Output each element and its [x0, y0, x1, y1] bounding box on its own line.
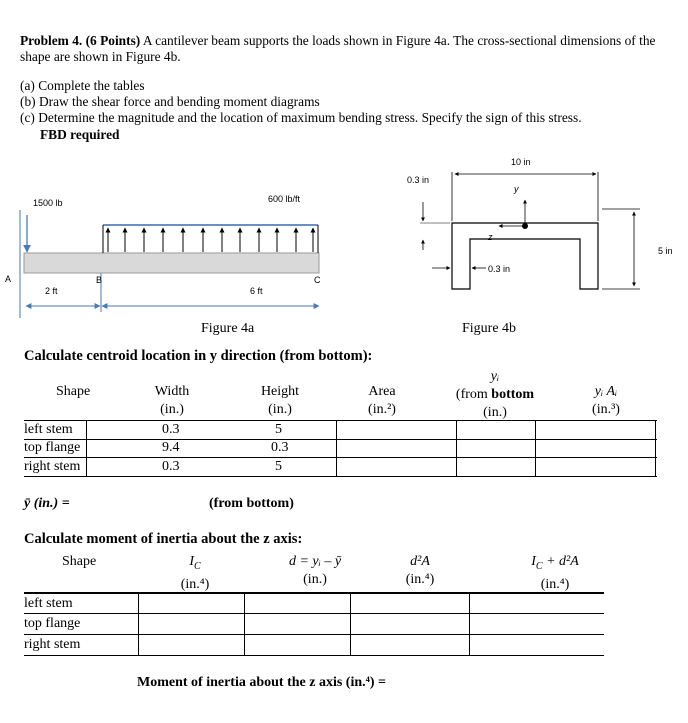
figure-4a-caption: Figure 4a — [201, 321, 255, 336]
col-ic-header: $I_C$ (in.⁴) — [180, 554, 210, 592]
flange-dim-label: 0.3 in — [407, 175, 430, 185]
beam — [24, 253, 319, 273]
col-total-header: $I_C + d^2A$ (in.⁴) — [531, 554, 579, 592]
dist-load-label: 600 lb/ft — [268, 194, 301, 204]
label-a: A — [5, 274, 12, 284]
inertia-heading: Calculate moment of inertia about the z axis: — [24, 531, 303, 547]
point-load-label: 1500 lb — [33, 198, 63, 208]
stem-dim-label: 0.3 in — [488, 264, 511, 274]
part-b: (b) Draw the shear force and bending moment diagrams — [20, 94, 320, 109]
distributed-load-line — [103, 224, 318, 226]
col-height-header: Height (in.) — [260, 384, 300, 417]
col-shape-header: Shape — [62, 554, 97, 569]
col-shape-header: Shape — [56, 384, 91, 399]
figure-4a-diagram — [0, 150, 340, 325]
centroid-point — [522, 223, 528, 229]
height-dim-label: 5 in — [658, 246, 673, 256]
centroid-table-top-rule — [24, 420, 657, 421]
inertia-result-label: Moment of inertia about the z axis (in.⁴) = — [137, 675, 386, 690]
table-row: top flange — [24, 440, 81, 455]
row1-width: 0.3 — [162, 422, 180, 437]
col-d2a-header: d²A (in.⁴) — [405, 554, 435, 587]
from-bottom-label: (from bottom) — [209, 496, 294, 511]
col-width-header: Width (in.) — [154, 384, 190, 417]
channel-section — [452, 223, 598, 289]
table-row: top flange — [24, 616, 81, 631]
statement-line2: shape are shown in Figure 4b. — [20, 49, 181, 64]
statement-line1: A cantilever beam supports the loads shown in Figure 4a. The cross-sectional dimensions of the — [142, 33, 656, 48]
centroid-heading: Calculate centroid location in y direction (from bottom): — [24, 348, 373, 364]
dim-ab-label: 2 ft — [45, 286, 58, 296]
col-d-header: d = yᵢ – ȳ (in.) — [288, 554, 342, 587]
inertia-table-top-rule — [24, 592, 604, 594]
table-row: right stem — [24, 637, 81, 652]
table-row: left stem — [24, 422, 73, 437]
problem-statement — [20, 32, 680, 49]
y-axis-label: y — [514, 184, 519, 194]
figure-4b-diagram — [395, 150, 685, 310]
row2-width: 9.4 — [162, 440, 180, 455]
part-c: (c) Determine the magnitude and the location of maximum bending stress. Specify the sign of this stress. — [20, 110, 582, 125]
col-area-header: Area (in.²) — [368, 384, 396, 417]
label-c: C — [314, 275, 321, 285]
col-yi-header: yᵢ (from bottom (in.) — [455, 369, 535, 420]
z-axis-label: z — [488, 232, 493, 242]
label-b: B — [96, 275, 103, 285]
figure-4b-caption: Figure 4b — [462, 321, 517, 336]
dim-bc-label: 6 ft — [250, 286, 263, 296]
distributed-load-arrows — [108, 228, 313, 252]
fbd-required: FBD required — [40, 127, 120, 142]
problem-title: Problem 4. (6 Points) — [20, 33, 141, 48]
ybar-label: ȳ (in.) = — [24, 496, 70, 511]
row2-height: 0.3 — [271, 440, 289, 455]
table-row: left stem — [24, 596, 73, 611]
table-row: right stem — [24, 459, 81, 474]
row3-width: 0.3 — [162, 459, 180, 474]
width-dim-label: 10 in — [511, 157, 531, 167]
col-yiai-header: yᵢ Aᵢ (in.³) — [592, 384, 620, 417]
part-a: (a) Complete the tables — [20, 78, 145, 93]
row1-height: 5 — [275, 422, 282, 437]
row3-height: 5 — [275, 459, 282, 474]
